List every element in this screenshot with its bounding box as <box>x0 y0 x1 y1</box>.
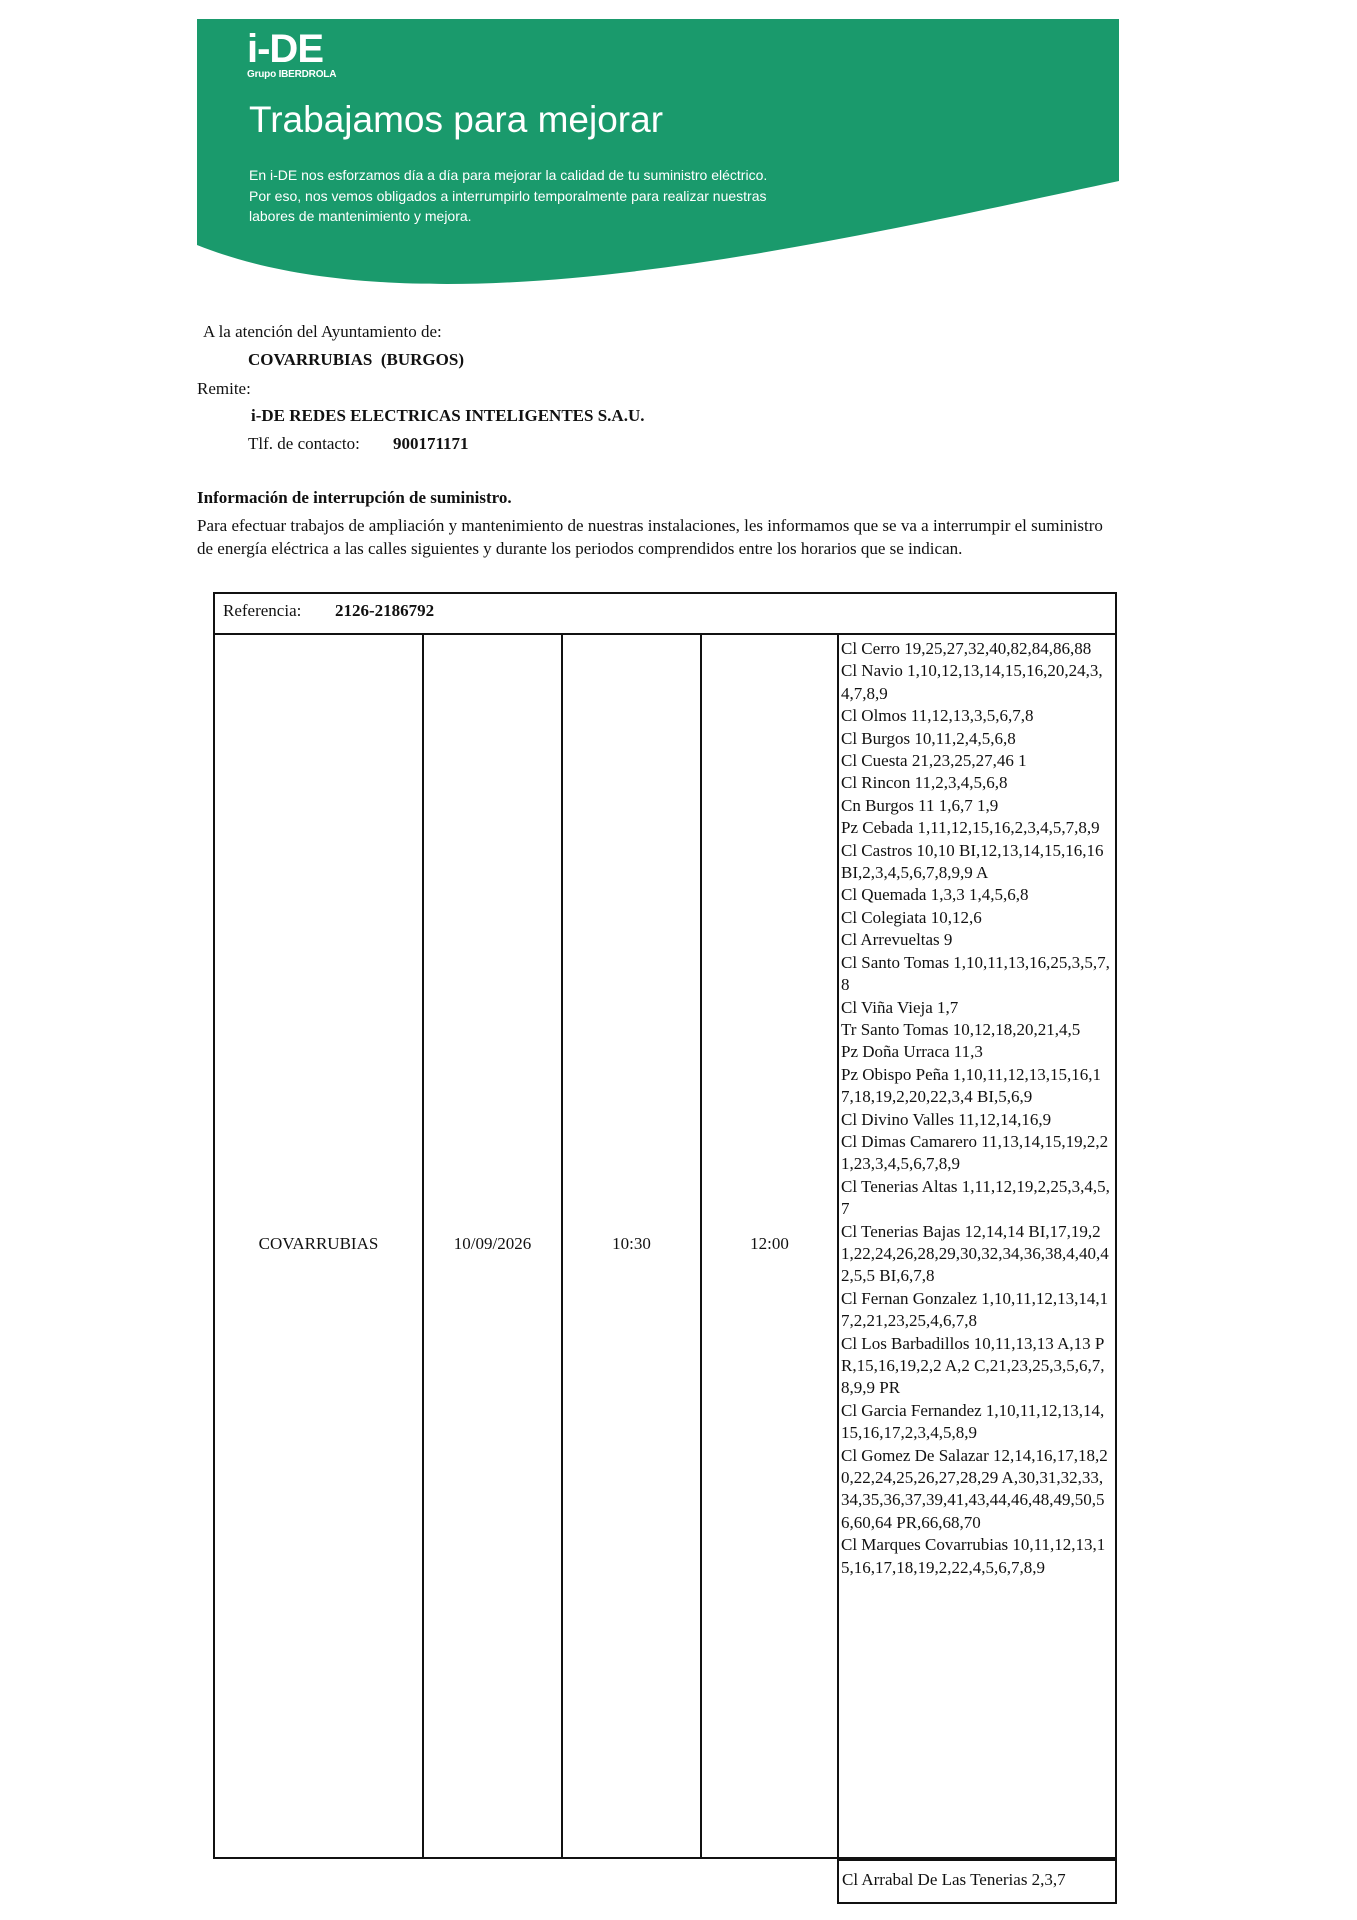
banner-description: En i-DE nos esforzamos día a día para mejorar la calidad de tu suministro eléctrico. Por eso, nos vemos obligados a interrumpirlo temporalmente para realizar nuestras labores de mantenimiento y mejora. <box>249 167 768 224</box>
street-entry: Cl Cerro 19,25,27,32,40,82,84,86,88 <box>841 639 1092 658</box>
start-time-cell: 10:30 <box>612 1234 651 1253</box>
street-entry: Cl Viña Vieja 1,7 <box>841 997 959 1017</box>
info-text: Para efectuar trabajos de ampliación y mantenimiento de nuestras instalaciones, les informamos que se va a interrumpir el suministro de energía eléctrica a las calles siguientes y durante los periodos comprendidos entre los horarios que se indican. <box>197 516 1103 558</box>
street-entry: Cl Garcia Fernandez 1,10,11,12,13,14,15,16,17,2,3,4,5,8,9 <box>841 1400 1105 1443</box>
extra-street: Cl Arrabal De Las Tenerias 2,3,7 <box>842 1870 1066 1889</box>
street-entry: Cl Dimas Camarero 11,13,14,15,19,2,21,23,3,4,5,6,7,8,9 <box>841 1131 1109 1174</box>
street-entry: Cl Rincon 11,2,3,4,5,6,8 <box>841 773 1008 793</box>
end-time-cell: 12:00 <box>750 1234 789 1253</box>
street-entry: Cl Navio 1,10,12,13,14,15,16,20,24,3,4,7,8,9 <box>841 661 1103 703</box>
banner-title: Trabajamos para mejorar <box>249 99 664 140</box>
street-entry: Cl Olmos 11,12,13,3,5,6,7,8 <box>841 706 1034 726</box>
reference-number: 2126-2186792 <box>335 601 435 620</box>
sender-label: Remite: <box>197 379 251 398</box>
street-entry: Cl Los Barbadillos 10,11,13,13 A,13 PR,15,16,19,2,2 A,2 C,21,23,25,3,5,6,7,8,9,9 PR <box>841 1333 1105 1398</box>
street-entry: Cl Cuesta 21,23,25,27,46 1 <box>841 751 1027 771</box>
street-entry: Cl Tenerias Altas 1,11,12,19,2,25,3,4,5,7 <box>841 1176 1110 1219</box>
street-entry: Cn Burgos 11 1,6,7 1,9 <box>841 795 999 815</box>
ide-logo <box>247 27 336 80</box>
street-entry: Pz Doña Urraca 11,3 <box>841 1042 983 1062</box>
street-entry: Cl Burgos 10,11,2,4,5,6,8 <box>841 728 1016 748</box>
info-heading: Información de interrupción de suministro. <box>197 488 512 507</box>
street-entry: Cl Tenerias Bajas 12,14,14 BI,17,19,21,22,24,26,28,29,30,32,34,36,38,4,40,42,5,5 BI,6,7,8 <box>841 1221 1109 1286</box>
attention-label: A la atención del Ayuntamiento de: <box>203 322 442 341</box>
contact-phone: 900171171 <box>393 434 469 453</box>
street-entry: Cl Santo Tomas 1,10,11,13,16,25,3,5,7,8 <box>841 952 1110 995</box>
locality-cell: COVARRUBIAS <box>258 1234 379 1253</box>
contact-label: Tlf. de contacto: <box>248 434 360 453</box>
street-entry: Cl Gomez De Salazar 12,14,16,17,18,20,22,24,25,26,27,28,29 A,30,31,32,33,34,35,36,37,39,41,43,44,46,48,49,50,56,60,64 PR,66,68,70 <box>841 1445 1108 1532</box>
street-list <box>841 638 1111 1579</box>
street-entry: Pz Obispo Peña 1,10,11,12,13,15,16,17,18,19,2,20,22,3,4 BI,5,6,9 <box>841 1064 1102 1107</box>
street-entry: Cl Colegiata 10,12,6 <box>841 907 982 927</box>
municipality: COVARRUBIAS (BURGOS) <box>248 350 464 369</box>
street-entry: Tr Santo Tomas 10,12,18,20,21,4,5 <box>841 1019 1081 1039</box>
header-banner <box>197 19 1119 289</box>
reference-label: Referencia: <box>223 601 302 620</box>
street-entry: Cl Fernan Gonzalez 1,10,11,12,13,14,17,2,21,23,25,4,6,7,8 <box>841 1288 1109 1331</box>
sender-name: i-DE REDES ELECTRICAS INTELIGENTES S.A.U. <box>251 406 645 425</box>
street-entry: Cl Quemada 1,3,3 1,4,5,6,8 <box>841 885 1029 905</box>
street-entry: Cl Castros 10,10 BI,12,13,14,15,16,16 BI,2,3,4,5,6,7,8,9,9 A <box>841 840 1104 883</box>
date-cell: 10/09/2026 <box>453 1234 532 1253</box>
street-entry: Cl Divino Valles 11,12,14,16,9 <box>841 1109 1052 1129</box>
street-entry: Pz Cebada 1,11,12,15,16,2,3,4,5,7,8,9 <box>841 818 1100 838</box>
street-entry: Cl Marques Covarrubias 10,11,12,13,15,16,17,18,19,2,22,4,5,6,7,8,9 <box>841 1535 1106 1577</box>
column-divider <box>837 633 839 1859</box>
logo-subtext: Grupo IBERDROLA <box>247 69 337 80</box>
street-entry: Cl Arrevueltas 9 <box>841 930 953 950</box>
logo-text: i-DE <box>247 27 323 71</box>
